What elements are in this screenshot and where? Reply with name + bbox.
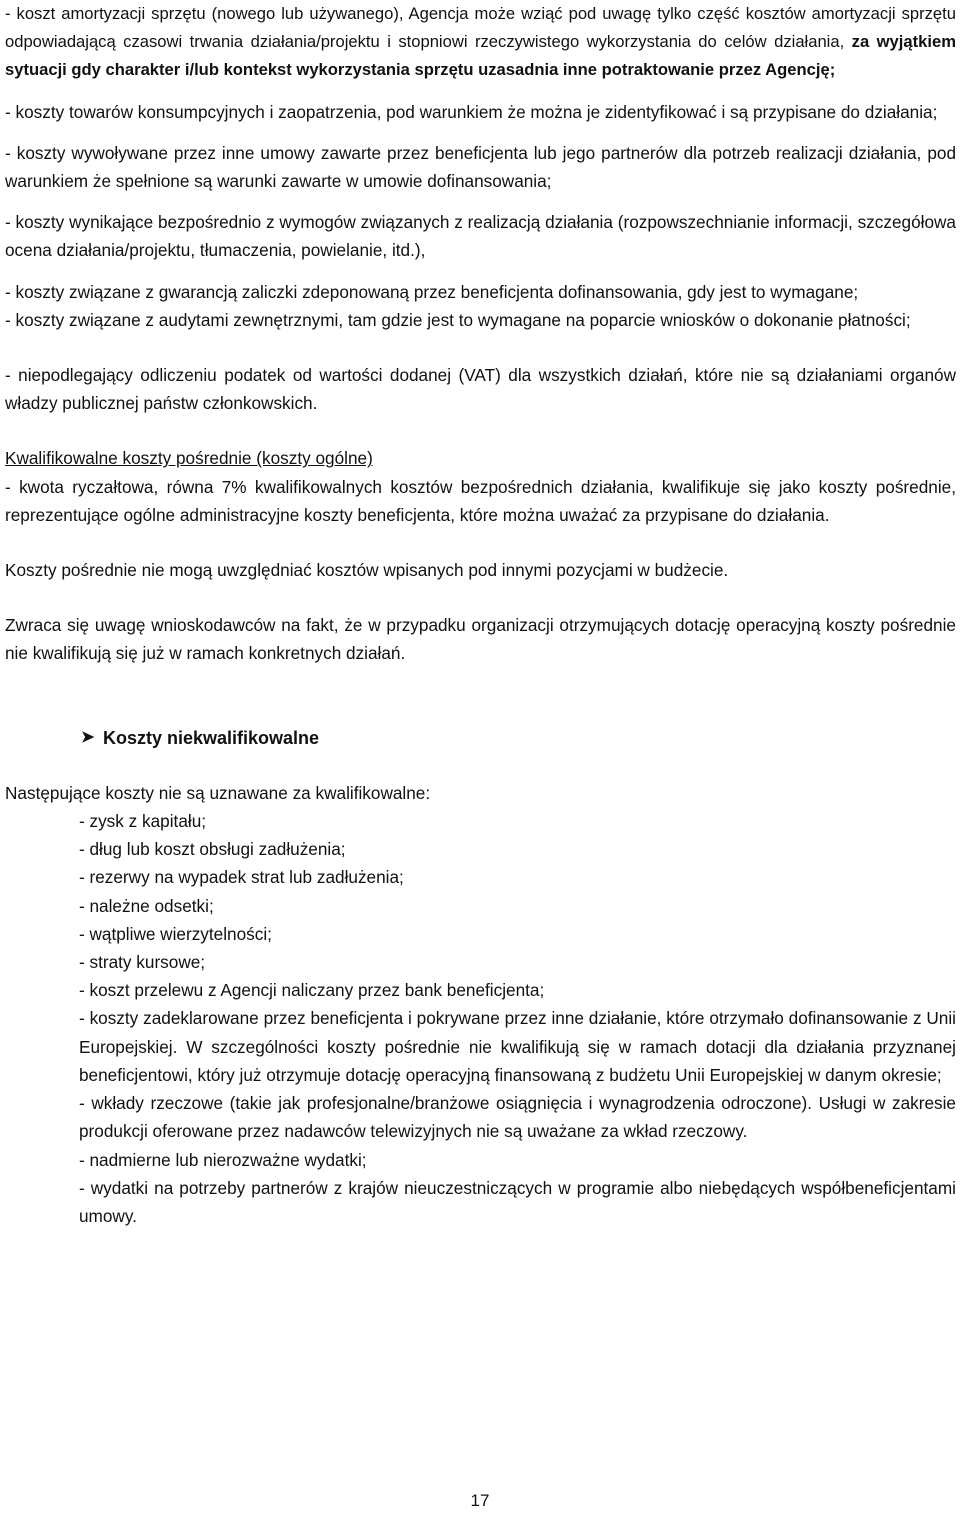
indirect-costs-title: Kwalifikowalne koszty pośrednie (koszty ogólne) — [5, 448, 373, 469]
list-item: - należne odsetki; — [79, 895, 214, 916]
paragraph-advance-guarantee: - koszty związane z gwarancją zaliczki zdeponowaną przez beneficjenta dofinansowania, gdy jest to wymagane; — [5, 281, 859, 302]
list-item: - dług lub koszt obsługi zadłużenia; — [79, 839, 346, 860]
paragraph-external-audits: - koszty związane z audytami zewnętrznymi, tam gdzie jest to wymagane na poparcie wniosków o dokonanie płatności; — [5, 309, 911, 330]
list-item: - koszt przelewu z Agencji naliczany przez bank beneficjenta; — [79, 980, 545, 1001]
list-item: - wydatki na potrzeby partnerów z krajów nieuczestniczących w programie albo niebędących współbeneficjentami umowy. — [79, 1177, 956, 1226]
arrow-bullet-icon: ➤ — [81, 728, 95, 746]
paragraph-vat: - niepodlegający odliczeniu podatek od wartości dodanej (VAT) dla wszystkich działań, które nie są działaniami organów władzy publicznej państw członkowskich. — [5, 365, 956, 414]
ineligible-lead: Następujące koszty nie są uznawane za kwalifikowalne: — [5, 782, 431, 803]
document-page — [5, 0, 956, 1230]
amortization-text: - koszt amortyzacji sprzętu (nowego lub używanego), Agencja może wziąć pod uwagę tylko część kosztów amortyzacji sprzętu odpowiadającą czasowi trwania działania/projektu i stopniowi rzeczywistego wykorzystania do celów działania, — [5, 4, 956, 52]
paragraph-direct-requirements: - koszty wynikające bezpośrednio z wymogów związanych z realizacją działania (rozpowszechnianie informacji, szczegółowa ocena działania/projektu, tłumaczenia, powielanie, itd.), — [5, 212, 956, 261]
list-item: - nadmierne lub nierozważne wydatki; — [79, 1149, 367, 1170]
amortization-exception-bold: za wyjątkiem sytuacji gdy charakter i/lub kontekst wykorzystania sprzętu uzasadnia inne potraktowanie przez Agencję; — [5, 32, 956, 80]
ineligible-costs-heading — [81, 724, 956, 752]
paragraph-operating-grant-note: Zwraca się uwagę wnioskodawców na fakt, że w przypadku organizacji otrzymujących dotację operacyjną koszty pośrednie nie kwalifikują się już w ramach konkretnych działań. — [5, 615, 956, 664]
list-item: - zysk z kapitału; — [79, 811, 207, 832]
paragraph-consumables: - koszty towarów konsumpcyjnych i zaopatrzenia, pod warunkiem że można je zidentyfikować i są przypisane do działania; — [5, 101, 938, 122]
list-item: - koszty zadeklarowane przez beneficjenta i pokrywane przez inne działanie, które otrzymało dofinansowanie z Unii Europejskiej. W szczególności koszty pośrednie nie kwalifikują się w ramach dotacji dla działania przyznanej beneficjentowi, który już otrzymuje dotację operacyjną finansowaną z budżetu Unii Europejskiej w danym okresie; — [79, 1008, 956, 1085]
paragraph-indirect-limit: Koszty pośrednie nie mogą uwzględniać kosztów wpisanych pod innymi pozycjami w budżecie. — [5, 560, 729, 581]
paragraph-flat-rate: - kwota ryczałtowa, równa 7% kwalifikowalnych kosztów bezpośrednich działania, kwalifikuje się jako koszty pośrednie, reprezentujące ogólne administracyjne koszty beneficjenta, które można uważać za przypisane do działania. — [5, 476, 956, 525]
ineligible-costs-heading-text: Koszty niekwalifikowalne — [103, 727, 320, 748]
list-item: - rezerwy na wypadek strat lub zadłużenia; — [79, 867, 404, 888]
list-item: - wkłady rzeczowe (takie jak profesjonalne/branżowe osiągnięcia i wynagrodzenia odroczone). Usługi w zakresie produkcji oferowane przez nadawców telewizyjnych nie są uważane za wkład rzeczowy. — [79, 1093, 956, 1142]
ineligible-list — [79, 807, 956, 1230]
paragraph-amortization — [5, 0, 956, 85]
page-number: 17 — [470, 1491, 490, 1510]
list-item: - wątpliwe wierzytelności; — [79, 923, 272, 944]
paragraph-other-contracts: - koszty wywoływane przez inne umowy zawarte przez beneficjenta lub jego partnerów dla potrzeb realizacji działania, pod warunkiem że spełnione są warunki zawarte w umowie dofinansowania; — [5, 142, 956, 192]
list-item: - straty kursowe; — [79, 952, 206, 973]
